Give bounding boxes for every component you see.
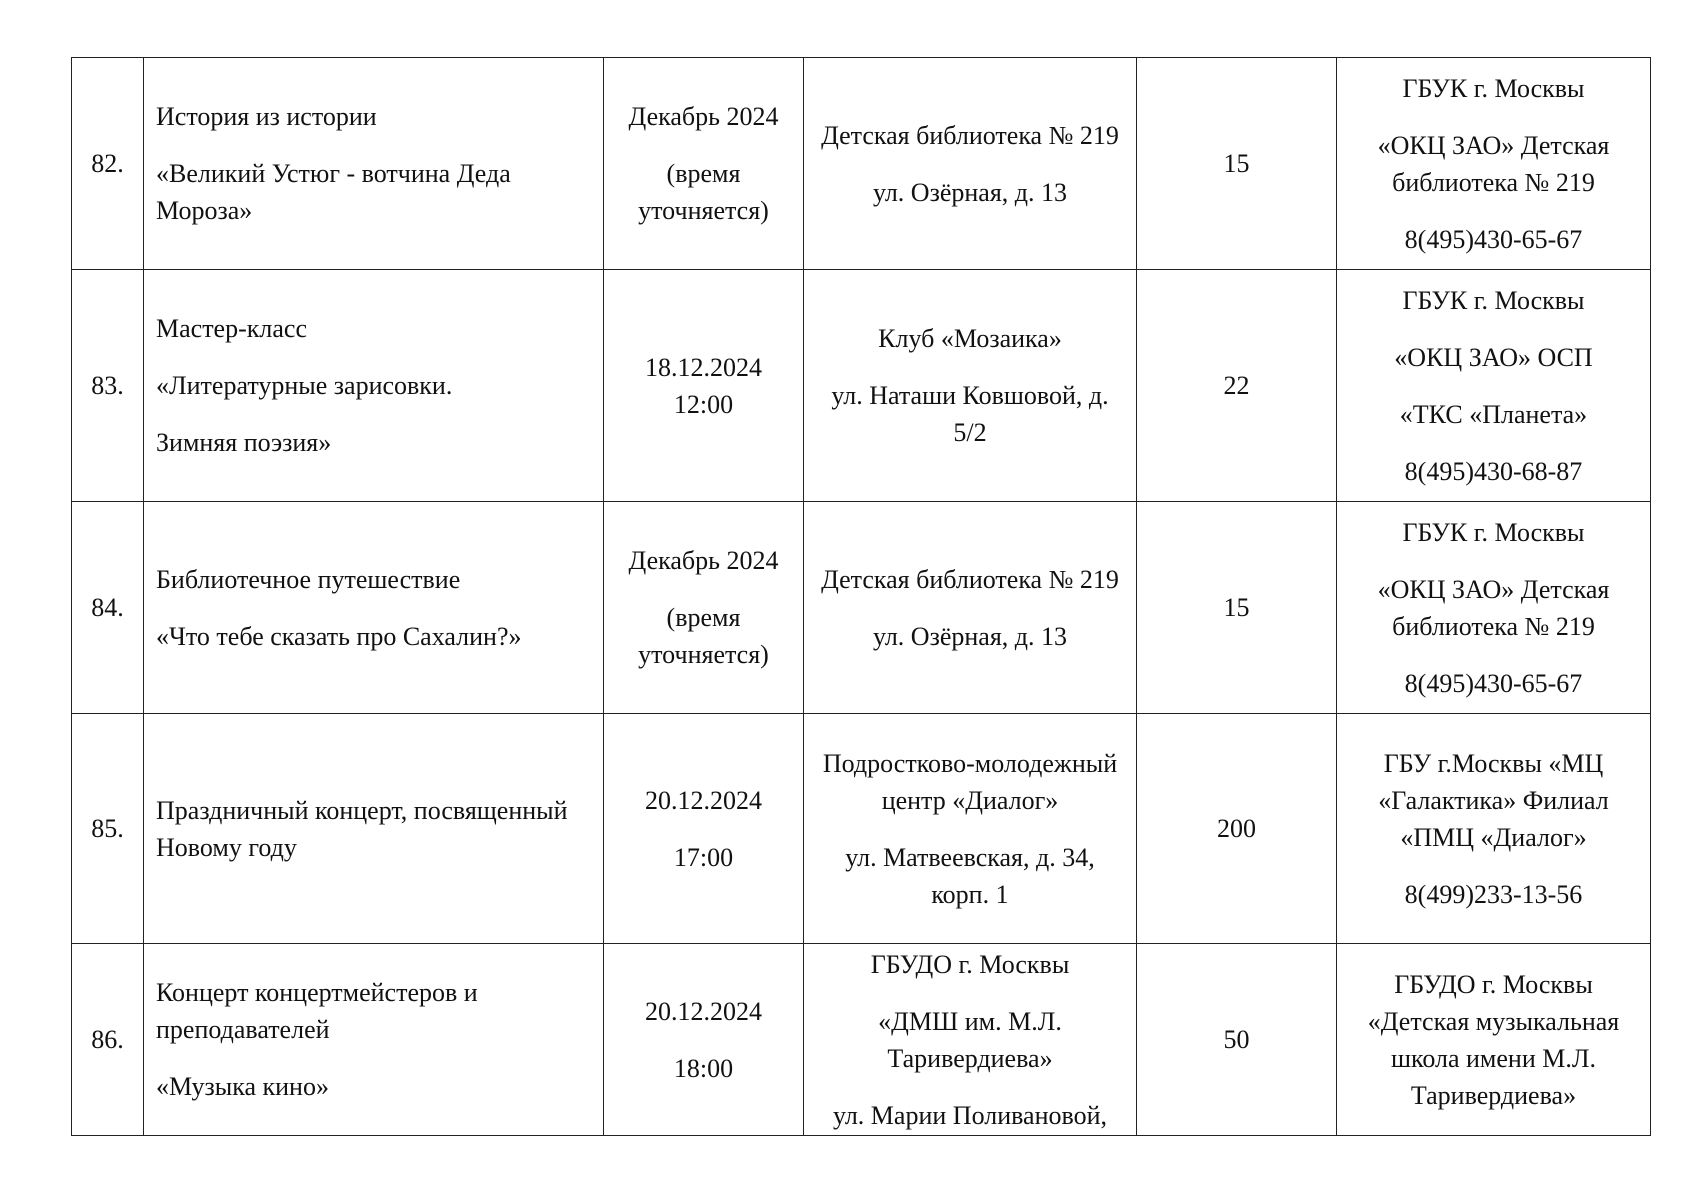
organizer-phone: 8(495)430-68-87 xyxy=(1404,456,1583,486)
row-number: 83. xyxy=(72,270,144,502)
organizer-line: «ТКС «Планета» xyxy=(1399,399,1588,429)
event-name: «Музыка кино» xyxy=(156,1072,329,1101)
event-place-cell xyxy=(804,58,1137,270)
organizer-line: ГБУК г. Москвы xyxy=(1402,73,1585,103)
organizer-line: «ОКЦ ЗАО» Детская библиотека № 219 xyxy=(1377,130,1610,197)
event-date: Декабрь 2024 xyxy=(628,546,779,575)
event-type: Мастер-класс xyxy=(156,314,307,343)
participants-count: 200 xyxy=(1137,714,1337,944)
event-date-cell xyxy=(604,502,804,714)
event-title-cell xyxy=(144,270,604,502)
event-time: (время уточняется) xyxy=(638,603,769,669)
venue-name: «ДМШ им. М.Л. Таривердиева» xyxy=(878,1006,1062,1073)
event-name: «Что тебе сказать про Сахалин?» xyxy=(156,621,522,651)
event-date: 20.12.2024 xyxy=(645,996,762,1026)
venue-address: ул. Озёрная, д. 13 xyxy=(872,621,1068,651)
event-type: История из истории xyxy=(156,102,377,131)
table-row xyxy=(72,714,1651,944)
event-date: Декабрь 2024 xyxy=(628,102,779,131)
participants-count: 22 xyxy=(1137,270,1337,502)
event-date-cell xyxy=(604,944,804,1136)
event-type: Библиотечное путешествие xyxy=(156,564,461,594)
venue-name: Детская библиотека № 219 xyxy=(821,120,1119,150)
row-number: 85. xyxy=(72,714,144,944)
organizer-phone: 8(495)430-65-67 xyxy=(1404,668,1583,698)
organizer-cell xyxy=(1337,270,1651,502)
organizer-phone: 8(499)233-13-56 xyxy=(1404,879,1583,909)
table-row xyxy=(72,270,1651,502)
venue-name: Подростково-молодежный центр «Диалог» xyxy=(822,748,1118,815)
event-place-cell xyxy=(804,502,1137,714)
event-date: 18.12.2024 12:00 xyxy=(645,352,762,419)
table-row xyxy=(72,944,1651,1136)
participants-count: 50 xyxy=(1137,944,1337,1136)
table-row xyxy=(72,502,1651,714)
venue-name: Клуб «Мозаика» xyxy=(878,324,1062,353)
organizer-line: ГБУ г.Москвы «МЦ «Галактика» Филиал «ПМЦ «Диалог» xyxy=(1378,748,1609,852)
event-time: 18:00 xyxy=(673,1053,734,1083)
venue-address: ул. Марии Поливановой, xyxy=(832,1100,1108,1130)
organizer-phone: 8(495)430-65-67 xyxy=(1404,224,1583,254)
organizer-cell xyxy=(1337,944,1651,1136)
event-title-cell xyxy=(144,502,604,714)
organizer-line: «ОКЦ ЗАО» ОСП xyxy=(1394,342,1593,372)
organizer-line: «ОКЦ ЗАО» Детская библиотека № 219 xyxy=(1377,574,1610,641)
event-name: «Литературные зарисовки. xyxy=(156,371,453,400)
event-date-cell xyxy=(604,714,804,944)
organizer-line: ГБУК г. Москвы xyxy=(1402,285,1585,315)
event-title-cell xyxy=(144,944,604,1136)
organizer-cell xyxy=(1337,714,1651,944)
event-title-cell xyxy=(144,714,604,944)
event-date-cell xyxy=(604,270,804,502)
venue-name: ГБУДО г. Москвы xyxy=(870,949,1070,979)
event-type: Концерт концертмейстеров и преподавателей xyxy=(156,978,478,1044)
venue-address: ул. Матвеевская, д. 34, корп. 1 xyxy=(845,842,1095,909)
table-row xyxy=(72,58,1651,270)
organizer-line: ГБУК г. Москвы xyxy=(1402,517,1585,547)
event-date-cell xyxy=(604,58,804,270)
event-place-cell xyxy=(804,270,1137,502)
events-table xyxy=(71,57,1651,1136)
event-name: «Великий Устюг - вотчина Деда Мороза» xyxy=(156,159,511,225)
organizer-cell xyxy=(1337,58,1651,270)
event-place-cell xyxy=(804,944,1137,1136)
event-name: Зимняя поэзия» xyxy=(156,428,332,457)
event-time: (время уточняется) xyxy=(638,159,769,225)
organizer-cell xyxy=(1337,502,1651,714)
venue-address: ул. Озёрная, д. 13 xyxy=(872,177,1068,207)
event-title-cell xyxy=(144,58,604,270)
event-name: Праздничный концерт, посвященный Новому году xyxy=(156,795,568,862)
organizer-line: ГБУДО г. Москвы «Детская музыкальная школа имени М.Л. Таривердиева» xyxy=(1367,969,1620,1110)
event-time: 17:00 xyxy=(673,842,734,872)
row-number: 86. xyxy=(72,944,144,1136)
participants-count: 15 xyxy=(1137,58,1337,270)
event-place-cell xyxy=(804,714,1137,944)
venue-name: Детская библиотека № 219 xyxy=(821,564,1119,594)
event-date: 20.12.2024 xyxy=(645,785,762,815)
participants-count: 15 xyxy=(1137,502,1337,714)
row-number: 84. xyxy=(72,502,144,714)
venue-address: ул. Наташи Ковшовой, д. 5/2 xyxy=(831,381,1109,447)
row-number: 82. xyxy=(72,58,144,270)
